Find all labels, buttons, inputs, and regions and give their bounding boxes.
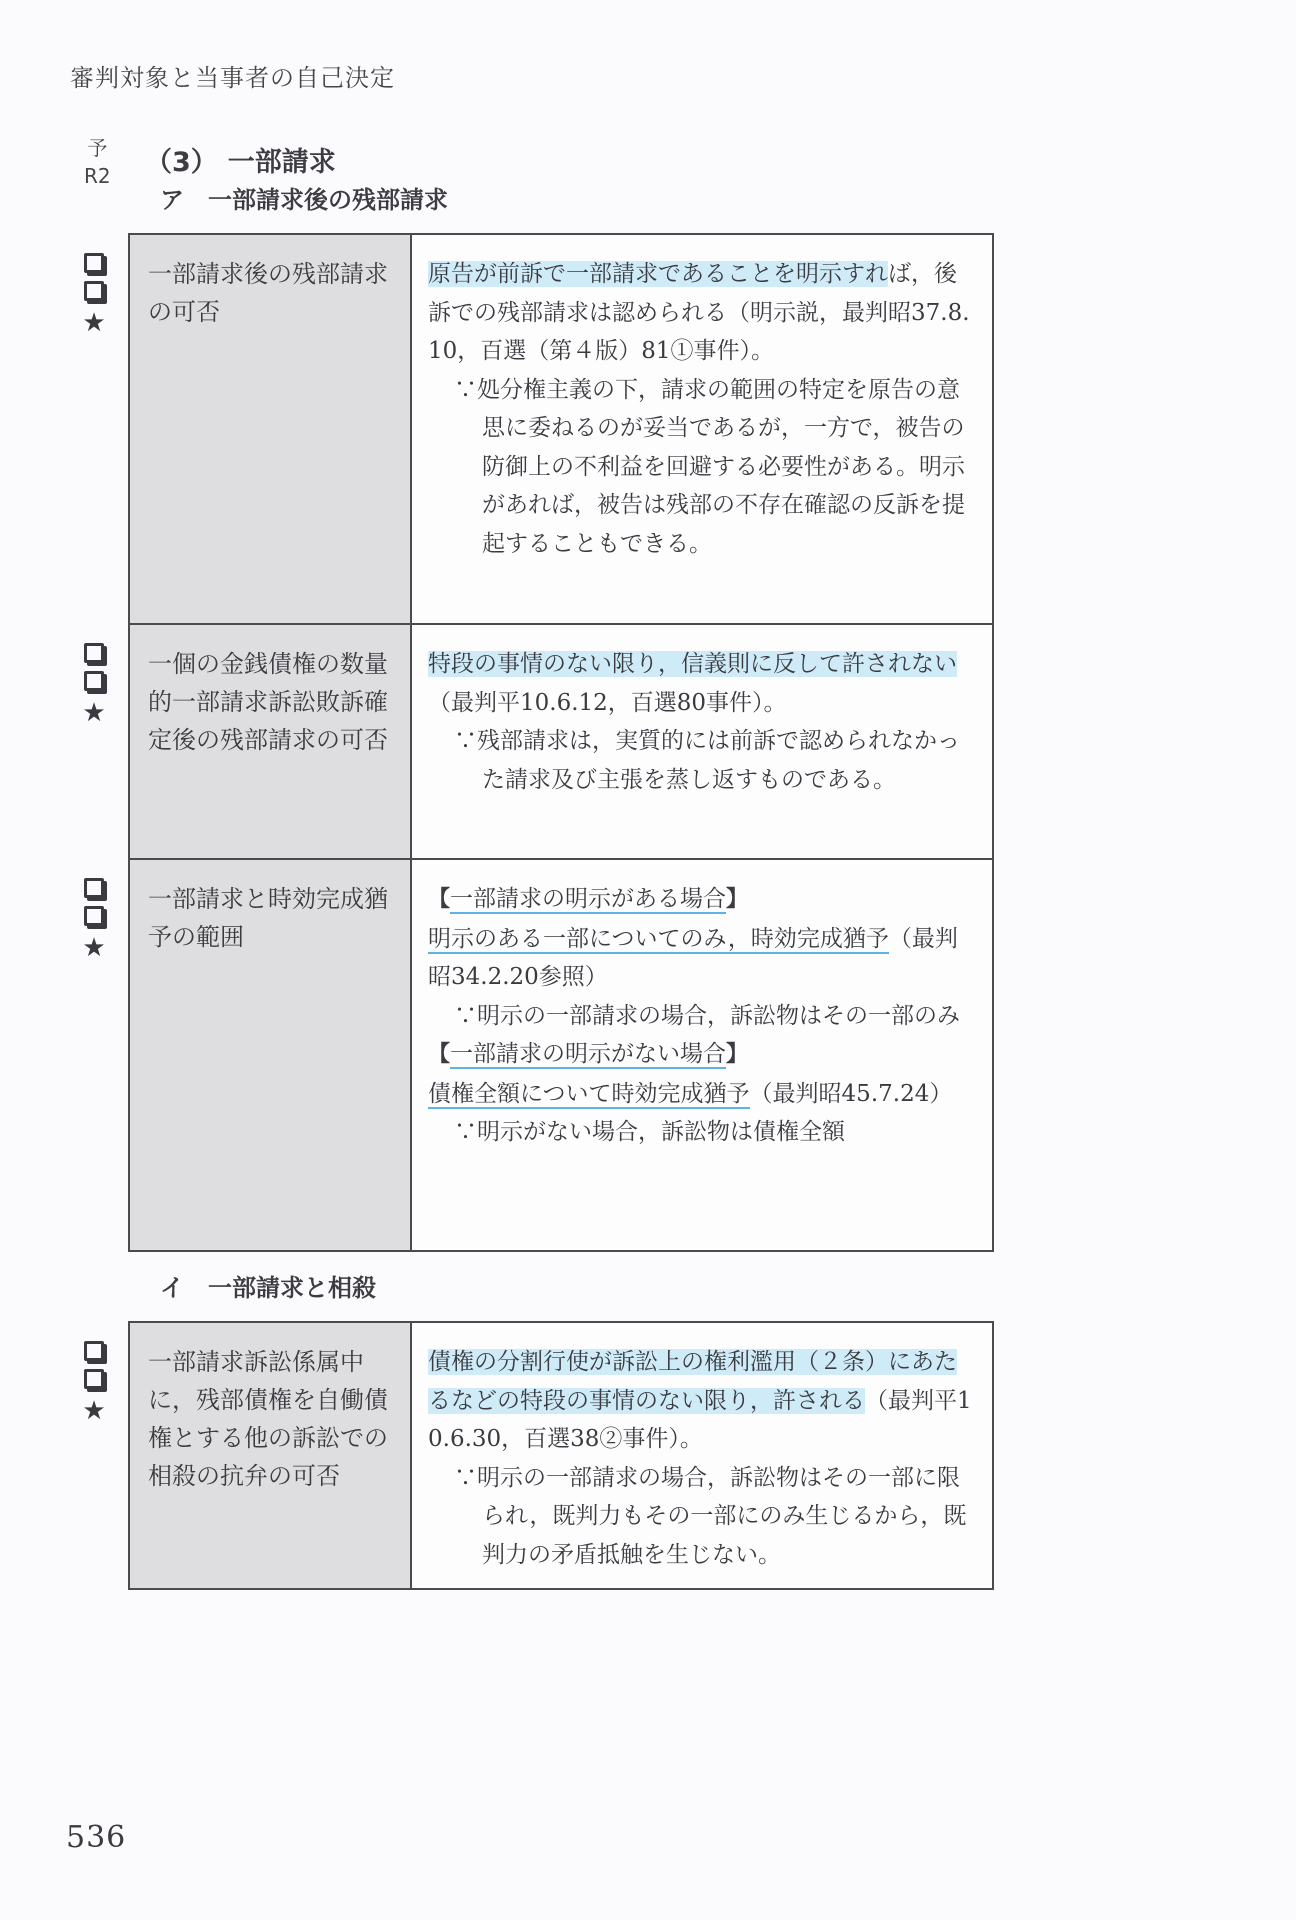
answer-text: （最判平10.6.12，百選80事件）。 <box>428 689 787 716</box>
section-heading <box>145 140 336 179</box>
subsection-heading-a: ア 一部請求後の残部請求 <box>160 186 448 214</box>
bracket-open: 【 <box>428 887 451 912</box>
answer-cell <box>412 235 992 623</box>
checkbox-icon[interactable] <box>84 1341 104 1361</box>
checkbox-icon[interactable] <box>84 643 104 663</box>
checkbox-icon[interactable] <box>84 281 104 301</box>
checkbox-icon[interactable] <box>84 906 104 926</box>
topic-cell: 一部請求と時効完成猶予の範囲 <box>130 860 412 1250</box>
reason-text: ∵残部請求は，実質的には前訴で認められなかった請求及び主張を蒸し返すものである。 <box>454 728 960 793</box>
star-icon: ★ <box>82 308 106 338</box>
checkbox-icon[interactable] <box>84 671 104 691</box>
answer-text: （最判昭45.7.24） <box>749 1080 953 1107</box>
reason-text: ∵明示の一部請求の場合，訴訟物はその一部のみ <box>454 1002 960 1029</box>
answer-cell <box>412 860 992 1250</box>
case-heading: 一部請求の明示がない場合 <box>450 1041 727 1067</box>
reason-text: ∵明示の一部請求の場合，訴訟物はその一部に限られ，既判力もその一部にのみ生じるから，既判力の矛盾抵触を生じない。 <box>454 1464 967 1568</box>
answer-text: （最判昭34.2.20参照） <box>428 925 958 990</box>
topic-cell: 一部請求後の残部請求の可否 <box>130 235 412 623</box>
star-icon: ★ <box>82 1396 106 1426</box>
bracket-open: 【 <box>428 1042 451 1067</box>
exam-tag-line1: 予 <box>87 136 108 160</box>
topic-cell: 一部請求訴訟係属中に，残部債権を自働債権とする他の訴訟での相殺の抗弁の可否 <box>130 1323 412 1588</box>
table-row <box>82 858 992 1250</box>
reason-text: ∵明示がない場合，訴訟物は債権全額 <box>454 1119 845 1145</box>
highlighted-text: 原告が前訴で一部請求であることを明示すれ <box>428 261 888 287</box>
star-icon: ★ <box>82 933 106 963</box>
review-checkboxes <box>80 643 108 727</box>
bracket-close: 】 <box>726 1042 749 1067</box>
case-heading: 一部請求の明示がある場合 <box>450 886 727 912</box>
checkbox-icon[interactable] <box>84 878 104 898</box>
table-row <box>82 1323 992 1588</box>
subsection-heading-i: イ 一部請求と相殺 <box>160 1274 376 1302</box>
highlighted-text: 特段の事情のない限り，信義則に反して許されない <box>428 651 957 677</box>
underlined-text: 明示のある一部についてのみ，時効完成猶予 <box>428 925 889 952</box>
answer-cell <box>412 625 992 858</box>
exam-tag-line2: R2 <box>84 164 111 188</box>
review-checkboxes <box>80 878 108 962</box>
review-checkboxes <box>80 1341 108 1425</box>
reason-text: ∵処分権主義の下，請求の範囲の特定を原告の意思に委ねるのが妥当であるが，一方で，被告の防御上の不利益を回避する必要性がある。明示があれば，被告は残部の不存在確認の反訴を提起することもできる。 <box>454 376 965 557</box>
review-checkboxes <box>80 253 108 337</box>
answer-cell <box>412 1323 992 1588</box>
section-title: 一部請求 <box>227 147 336 178</box>
exam-tag <box>84 134 111 190</box>
page-number: 536 <box>66 1820 127 1855</box>
table-row <box>82 235 992 623</box>
table-row <box>82 623 992 858</box>
topic-cell: 一個の金銭債権の数量的一部請求訴訟敗訴確定後の残部請求の可否 <box>130 625 412 858</box>
checkbox-icon[interactable] <box>84 253 104 273</box>
bracket-close: 】 <box>726 887 749 912</box>
checkbox-icon[interactable] <box>84 1369 104 1389</box>
summary-table-i <box>82 1321 994 1590</box>
underlined-text: 債権全額について時効完成猶予 <box>428 1080 750 1107</box>
answer-text: ば，後訴での残部請求は認められる（明示説，最判昭37.8.10，百選（第４版）81①事件）。 <box>428 261 970 364</box>
running-head: 審判対象と当事者の自己決定 <box>70 64 395 92</box>
highlighted-text: 債権の分割行使が訴訟上の権利濫用（２条）にあたるなどの特段の事情のない限り，許される <box>428 1349 957 1414</box>
section-number: （3） <box>145 147 218 178</box>
answer-text: （最判平10.6.30，百選38②事件）。 <box>428 1387 972 1452</box>
summary-table-a <box>82 233 994 1252</box>
star-icon: ★ <box>82 698 106 728</box>
